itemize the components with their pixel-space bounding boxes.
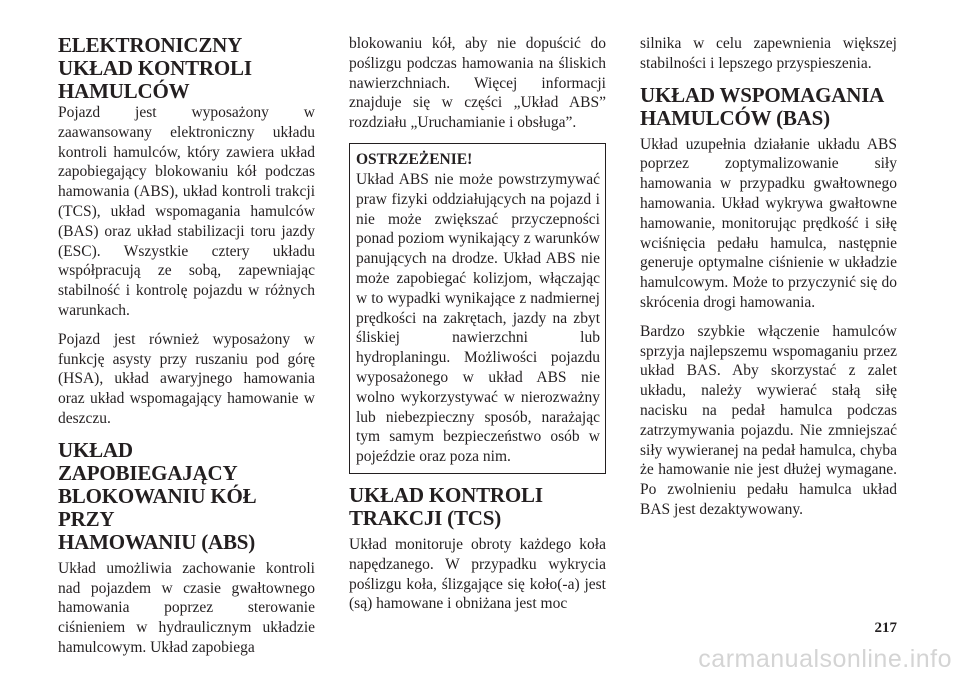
tcs-heading-line: UKŁAD KONTROLI	[349, 482, 543, 507]
abs-heading-line: UKŁAD ZAPOBIEGAJĄCY	[58, 437, 238, 485]
tcs-heading-line: TRAKCJI (TCS)	[349, 505, 501, 530]
warning-text: Układ ABS nie może powstrzymywać praw fizyki oddziałujących na pojazd i nie może zwiększać przyczepności ponad poziom wynikający z warunków panujących na drodze. Układ ABS nie może zapobiegać kolizjom, włączając w to wypadki wynikające z nadmiernej prędkości na zakrętach, jazdy na zbyt śliskiej nawierzchni lub hydroplaningu. Możliwości pojazdu wyposażonego w układ ABS nie wolno wykorzystywać w nierozważny lub niebezpieczny sposób, narażając tym samym bezpieczeństwo osób w pojeździe oraz poza nim.	[356, 170, 600, 466]
column-middle	[349, 34, 606, 614]
watermark: carmanualsonline.info	[698, 645, 952, 673]
tcs-paragraph-part-1: Układ monitoruje obroty każdego koła napędzanego. W przypadku wykrycia poślizgu koła, ślizgające się koło(-a) jest (są) hamowane i obniżana jest moc	[349, 535, 606, 613]
esc-heading	[58, 34, 315, 103]
bas-heading	[640, 84, 897, 130]
bas-heading-line: HAMULCÓW (BAS)	[640, 105, 830, 130]
esc-heading-line: ELEKTRONICZNY	[58, 33, 243, 57]
tcs-paragraph-part-2: silnika w celu zapewnienia większej stabilności i lepszego przyspieszenia.	[640, 35, 897, 72]
esc-heading-line: HAMULCÓW	[58, 79, 190, 103]
esc-heading-line: UKŁAD KONTROLI	[58, 56, 252, 80]
abs-paragraph-part-1: Układ umożliwia zachowanie kontroli nad pojazdem w czasie gwałtownego hamowania poprzez sterowanie ciśnieniem w hydraulicznym układzie hamulcowym. Układ zapobiega	[58, 559, 315, 656]
tcs-heading	[349, 484, 606, 530]
abs-heading-line: HAMOWANIU (ABS)	[58, 529, 256, 554]
page-number: 217	[874, 620, 897, 636]
esc-paragraph-1: Pojazd jest wyposażony w zaawansowany elektroniczny układu kontroli hamulców, który zawiera układ zapobiegający blokowaniu kół podczas hamowania (ABS), układ kontroli trakcji (TCS), układ wspomagania hamulców (BAS) oraz układ stabilizacji toru jazdy (ESC). Wszystkie cztery układu współpracują ze sobą, zapewniając stabilność i kontrolę pojazdu w różnych warunkach.	[58, 104, 315, 319]
warning-box	[349, 143, 606, 474]
esc-paragraph-2: Pojazd jest również wyposażony w funkcję asysty przy ruszaniu pod górę (HSA), układ awaryjnego hamowania oraz układ wspomagający hamowanie w deszczu.	[58, 330, 315, 427]
column-left	[58, 34, 315, 658]
abs-paragraph-part-2: blokowaniu kół, aby nie dopuścić do poślizgu podczas hamowania na śliskich nawierzchniach. Więcej informacji znajduje się w części „Układ ABS” rozdziału „Uruchamianie i obsługa”.	[349, 35, 606, 132]
bas-paragraph-1: Układ uzupełnia działanie układu ABS poprzez zoptymalizowanie siły hamowania w przypadku gwałtownego hamowania. Układ wykrywa gwałtowne hamowanie, monitorując prędkość i siłę wciśnięcia pedału hamulca, następnie generuje optymalne ciśnienie w układzie hamulcowym. Może to przyczynić się do skrócenia drogi hamowania.	[640, 135, 897, 311]
bas-heading-line: UKŁAD WSPOMAGANIA	[640, 82, 885, 107]
abs-heading-line: BLOKOWANIU KÓŁ PRZY	[58, 483, 257, 531]
bas-paragraph-2: Bardzo szybkie włączenie hamulców sprzyja najlepszemu wspomaganiu przez układ BAS. Aby skorzystać z zalet układu, należy wywierać stałą siłę nacisku na pedał hamulca podczas zatrzymywania pojazdu. Nie zmniejszać siły wywieranej na pedał hamulca, chyba że hamowanie nie jest dłużej wymagane. Po zwolnieniu pedału hamulca układ BAS jest dezaktywowany.	[640, 322, 897, 518]
column-right	[640, 34, 897, 520]
warning-title: OSTRZEŻENIE!	[356, 150, 473, 168]
abs-heading	[58, 439, 315, 554]
